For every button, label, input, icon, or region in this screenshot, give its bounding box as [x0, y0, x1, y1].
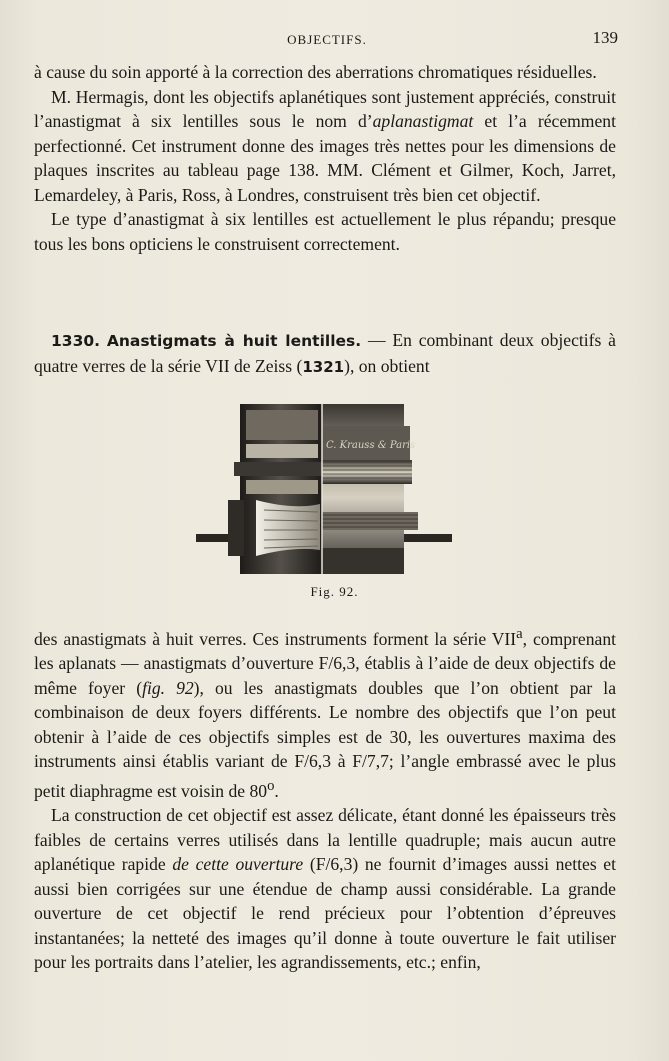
top-text-block — [34, 60, 616, 256]
maker-engraving: C. Krauss & Paris — [326, 440, 416, 451]
running-title: OBJECTIFS. — [287, 32, 367, 47]
paragraph: M. Hermagis, dont les objectifs aplanétiques sont justement appréciés, construit l’anastigmat à six lentilles sous le nom d’aplanastigmat et l’a récemment perfectionné. Cet instrument donne des images très nettes pour les dimensions de plaques inscrites au tableau page 138. MM. Clément et Gilmer, Koch, Jarret, Lemardeley, à Paris, Ross, à Londres, construisent très bien cet objectif. — [34, 86, 616, 205]
paragraph: des anastigmats à huit verres. Ces instruments forment la série VII$^a$, comprenant les aplanats — anastigmats d’ouverture F/6,3, établis à l’aide de deux objectifs de même foyer (fig. 92), ou les anastigmats doubles que l’on obtient par la combinaison de deux foyers différents. Le nombre des objectifs que l’on peut obtenir à l’aide de ces objectifs simples est de 30, les ouvertures maxima des instruments ainsi établis variant de F/6,3 à F/7,7; l’angle embrassé avec le plus petit diaphragme est voisin de 80$^o$. — [34, 626, 617, 801]
page-header — [36, 28, 618, 50]
superscript: a — [516, 626, 523, 642]
lens-ring — [322, 460, 412, 484]
section-number: 1330. — [51, 332, 101, 350]
emphasis: aplanastigmat — [372, 111, 474, 131]
emphasis: de cette ouverture — [172, 854, 304, 875]
section-heading-paragraph: 1330. Anastigmats à huit lentilles. — En combinant deux objectifs à quatre verres de la série VII de Zeiss (1321), on obtient — [34, 330, 616, 376]
section-1330 — [34, 328, 616, 379]
degree-sign: o — [267, 777, 275, 794]
cross-reference: 1321 — [302, 357, 345, 376]
bottom-text-block — [34, 622, 616, 975]
paragraph: à cause du soin apporté à la correction des aberrations chromatiques résiduelles. — [34, 62, 597, 82]
figure-caption: Fig. 92. — [310, 584, 359, 599]
section-title: Anastigmats à huit lentilles. — [106, 332, 362, 350]
paragraph: La construction de cet objectif est assez délicate, étant donné les épaisseurs très faibles de certains verres utilisés dans la lentille quadruple; mais aucun autre aplanétique rapide de cette ouverture (F/6,3) ne fournit d’images aussi nettes et aussi bien corrigées sur une étendue de champ aussi considérable. La grande ouverture de cet objectif le rend précieux pour l’obtention d’épreuves instantanées; la netteté des images qu’il donne à toute ouverture le fait utiliser pour les portraits dans l’atelier, les agrandissements, etc.; enfin, — [34, 805, 617, 973]
page-number: 139 — [592, 28, 618, 47]
emphasis: fig. 92 — [142, 677, 194, 698]
lens-illustration — [194, 400, 456, 578]
paragraph: Le type d’anastigmat à six lentilles est actuellement le plus répandu; presque tous les bons opticiens le construisent correctement. — [34, 209, 616, 254]
